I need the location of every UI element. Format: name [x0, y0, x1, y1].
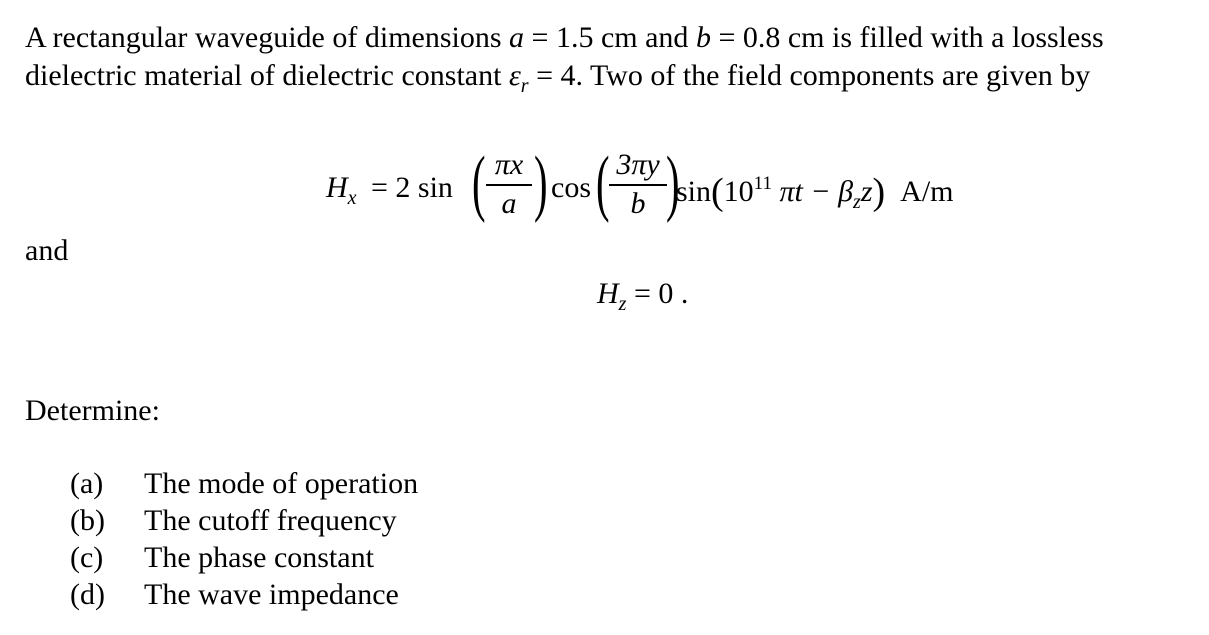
eq1-cos: cos [551, 171, 591, 204]
paren-close: ) [666, 142, 680, 224]
paren-close: ) [534, 142, 548, 224]
eq1-lhs: H [326, 171, 348, 204]
connector-and: and [25, 234, 69, 267]
eq1-coef: = 2 sin [371, 171, 453, 204]
fraction-pi-x-over-a: πx a [486, 149, 532, 220]
eq1-sin-term: $\sin(10^{11}$ $\pi t - \beta_zz$) A/m [676, 171, 954, 213]
paren-open: ( [596, 142, 610, 224]
paren-open: ( [472, 142, 486, 224]
problem-line-2: dielectric material of dielectric constant $\varepsilon_r = 4$. Two of the field components are given by [25, 59, 1091, 97]
equation-hz: $H_z = 0$ . [597, 277, 689, 315]
problem-line-1: A rectangular waveguide of dimensions a = 1.5 cm and b = 0.8 cm is filled with a lossless [25, 21, 1104, 54]
eq1-units: A/m [900, 175, 954, 208]
fraction-3pi-y-over-b: 3πy b [609, 149, 667, 220]
determine-label: Determine: [25, 394, 160, 427]
